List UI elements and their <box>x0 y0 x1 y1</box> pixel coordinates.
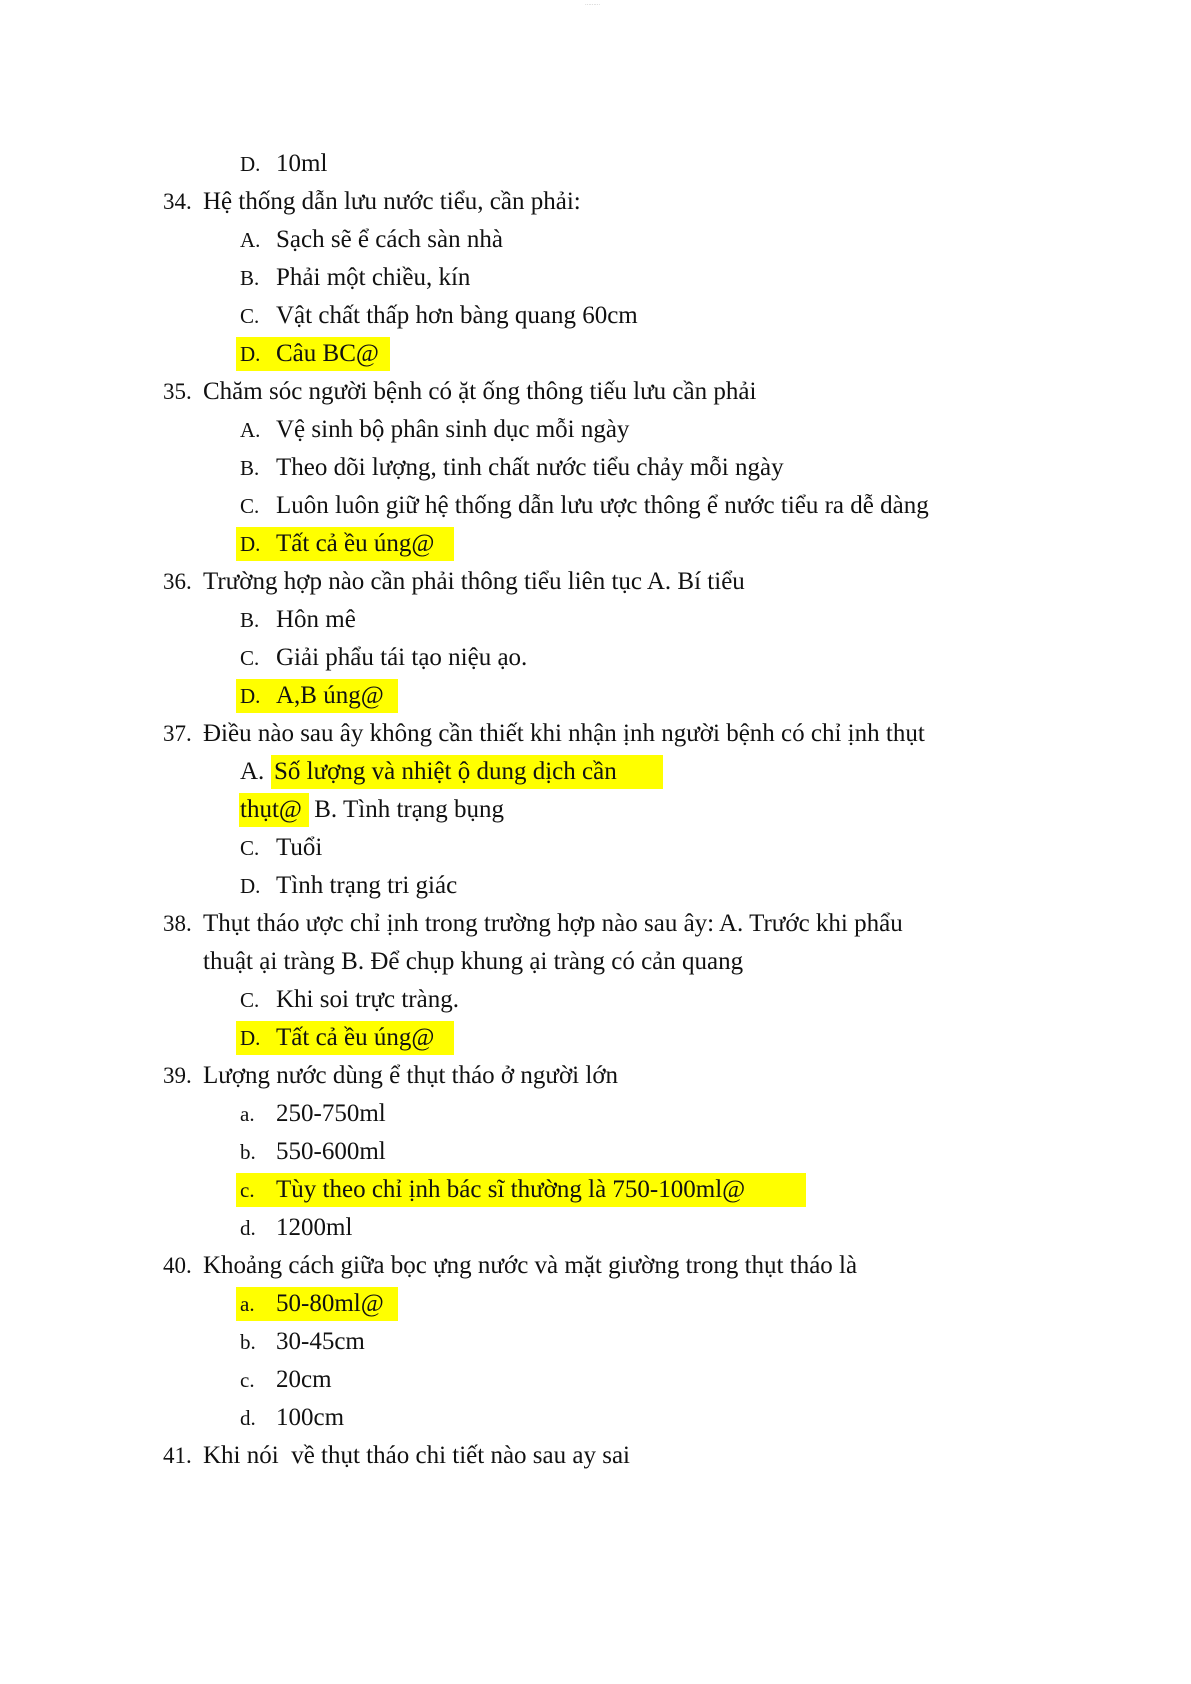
option-letter: C. <box>240 988 260 1012</box>
option-letter: c. <box>240 1368 255 1392</box>
correct-answer-text: Số lượng và nhiệt ộ dung dịch cần <box>274 758 617 785</box>
option-text: B. Tình trạng bụng <box>308 796 505 823</box>
option-letter: c. <box>240 1178 255 1202</box>
option-text: Theo dõi lượng, tinh chất nước tiểu chảy mỗi ngày <box>276 454 784 481</box>
question-number: 36. <box>163 569 192 594</box>
option-letter: D. <box>240 874 261 898</box>
question-text: Khoảng cách giữa bọc ựng nước và mặt giường trong thụt tháo là <box>203 1252 858 1279</box>
question-text: Hệ thống dẫn lưu nước tiểu, cần phải: <box>203 188 581 215</box>
question-number: 35. <box>163 379 192 404</box>
correct-answer-text: Tùy theo chỉ ịnh bác sĩ thường là 750-100ml@ <box>276 1176 746 1203</box>
option-text: Khi soi trực tràng. <box>276 986 459 1013</box>
option-letter: B. <box>240 456 260 480</box>
option-text: 20cm <box>276 1366 332 1393</box>
option-text: Sạch sẽ ể cách sàn nhà <box>276 226 503 253</box>
option-text: 1200ml <box>276 1214 353 1241</box>
option-letter: B. <box>240 608 260 632</box>
question-number: 34. <box>163 189 192 214</box>
option-letter: C. <box>240 494 260 518</box>
option-letter: D. <box>240 684 261 708</box>
option-text: Giải phẩu tái tạo niệu ạo. <box>276 644 528 671</box>
option-text: Phải một chiều, kín <box>276 264 471 291</box>
question-text: Điều nào sau ây không cần thiết khi nhận ịnh người bệnh có chỉ ịnh thụt <box>203 720 925 747</box>
option-text: 250-750ml <box>276 1100 386 1127</box>
option-letter: C. <box>240 304 260 328</box>
option-text: Hôn mê <box>276 606 356 633</box>
option-letter: A. <box>240 228 261 252</box>
question-number: 40. <box>163 1253 192 1278</box>
question-number: 37. <box>163 721 192 746</box>
correct-answer-text: 50-80ml@ <box>276 1290 384 1317</box>
option-text: 550-600ml <box>276 1138 386 1165</box>
option-text: Tình trạng tri giác <box>276 872 458 899</box>
option-letter: D. <box>240 152 261 176</box>
option-letter: D. <box>240 342 261 366</box>
option-text: Luôn luôn giữ hệ thống dẫn lưu ược thông ể nước tiểu ra dễ dàng <box>276 492 929 519</box>
question-number: 38. <box>163 911 192 936</box>
option-text: 100cm <box>276 1404 345 1431</box>
correct-answer-text: Tất cả ều úng@ <box>276 1024 435 1051</box>
question-text: Chăm sóc người bệnh có ặt ống thông tiếu lưu cần phải <box>203 378 757 405</box>
option-text: Tuổi <box>276 834 323 861</box>
question-text: Trường hợp nào cần phải thông tiểu liên tục A. Bí tiểu <box>203 568 745 595</box>
correct-answer-text: A,B úng@ <box>276 682 384 709</box>
correct-answer-text: thụt@ <box>240 796 302 823</box>
option-letter: D. <box>240 1026 261 1050</box>
option-text: Vật chất thấp hơn bàng quang 60cm <box>276 302 638 329</box>
option-letter: d. <box>240 1406 256 1430</box>
option-letter: A. <box>240 758 265 785</box>
option-text: Vệ sinh bộ phân sinh dục mỗi ngày <box>276 416 630 443</box>
question-number: 41. <box>163 1443 192 1468</box>
option-letter: a. <box>240 1292 255 1316</box>
option-letter: d. <box>240 1216 256 1240</box>
option-letter: B. <box>240 266 260 290</box>
option-text: 30-45cm <box>276 1328 365 1355</box>
question-text: Thụt tháo ược chỉ ịnh trong trường hợp nào sau ây: A. Trước khi phẩu <box>203 910 903 937</box>
option-letter: b. <box>240 1330 256 1354</box>
option-letter: C. <box>240 646 260 670</box>
header-mark: ········· <box>585 2 600 8</box>
option-letter: b. <box>240 1140 256 1164</box>
question-text: thuật ại tràng B. Để chụp khung ại tràng có cản quang <box>203 948 744 975</box>
question-text: Khi nói về thụt tháo chi tiết nào sau ay sai <box>203 1442 630 1469</box>
option-letter: D. <box>240 532 261 556</box>
option-letter: A. <box>240 418 261 442</box>
question-text: Lượng nước dùng ể thụt tháo ở người lớn <box>203 1062 619 1089</box>
correct-answer-text: Câu BC@ <box>276 340 379 367</box>
correct-answer-text: Tất cả ều úng@ <box>276 530 435 557</box>
option-letter: a. <box>240 1102 255 1126</box>
option-text: 10ml <box>276 150 328 177</box>
option-letter: C. <box>240 836 260 860</box>
question-number: 39. <box>163 1063 192 1088</box>
